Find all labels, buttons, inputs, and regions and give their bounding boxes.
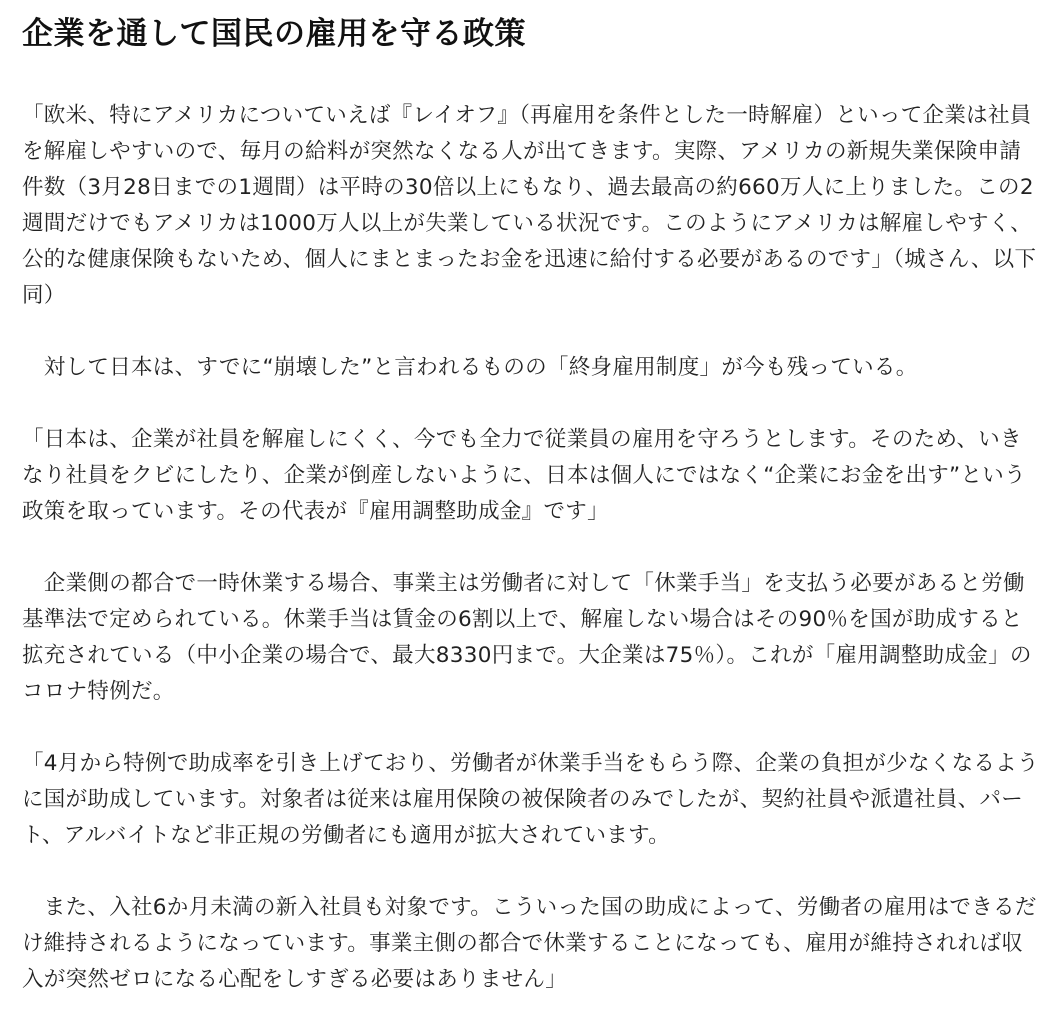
paragraph-1: 「欧米、特にアメリカについていえば『レイオフ』（再雇用を条件とした一時解雇）といって企業は社員を解雇しやすいので、毎月の給料が突然なくなる人が出てきます。実際、アメリカの新規失業保険申請件数（3月28日までの1週間）は平時の30倍以上にもなり、過去最高の約660万人に上りました。この2週間だけでもアメリカは1000万人以上が失業している状況です。このようにアメリカは解雇しやすく、公的な健康保険もないため、個人にまとまったお金を迅速に給付する必要があるのです」（城さん、以下同）	[22, 103, 1037, 308]
paragraph-5: 「4月から特例で助成率を引き上げており、労働者が休業手当をもらう際、企業の負担が少なくなるように国が助成しています。対象者は従来は雇用保険の被保険者のみでしたが、契約社員や派遣社員、パート、アルバイトなど非正規の労働者にも適用が拡大されています。	[22, 751, 1039, 848]
article-title: 企業を通して国民の雇用を守る政策	[22, 16, 526, 52]
paragraph-2: 対して日本は、すでに“崩壊した”と言われるものの「終身雇用制度」が今も残っている。	[22, 355, 918, 380]
paragraph-4: 企業側の都合で一時休業する場合、事業主は労働者に対して「休業手当」を支払う必要があると労働基準法で定められている。休業手当は賃金の6割以上で、解雇しない場合はその90％を国が助成すると拡充されている（中小企業の場合で、最大8330円まで。大企業は75％）。これが「雇用調整助成金」のコロナ特例だ。	[22, 571, 1032, 704]
paragraph-3: 「日本は、企業が社員を解雇しにくく、今でも全力で従業員の雇用を守ろうとします。そのため、いきなり社員をクビにしたり、企業が倒産しないように、日本は個人にではなく“企業にお金を出す”という政策を取っています。その代表が『雇用調整助成金』です」	[22, 427, 1026, 524]
paragraph-6: また、入社6か月未満の新入社員も対象です。こういった国の助成によって、労働者の雇用はできるだけ維持されるようになっています。事業主側の都合で休業することになっても、雇用が維持されれば収入が突然ゼロになる心配をしすぎる必要はありません」	[22, 895, 1037, 992]
